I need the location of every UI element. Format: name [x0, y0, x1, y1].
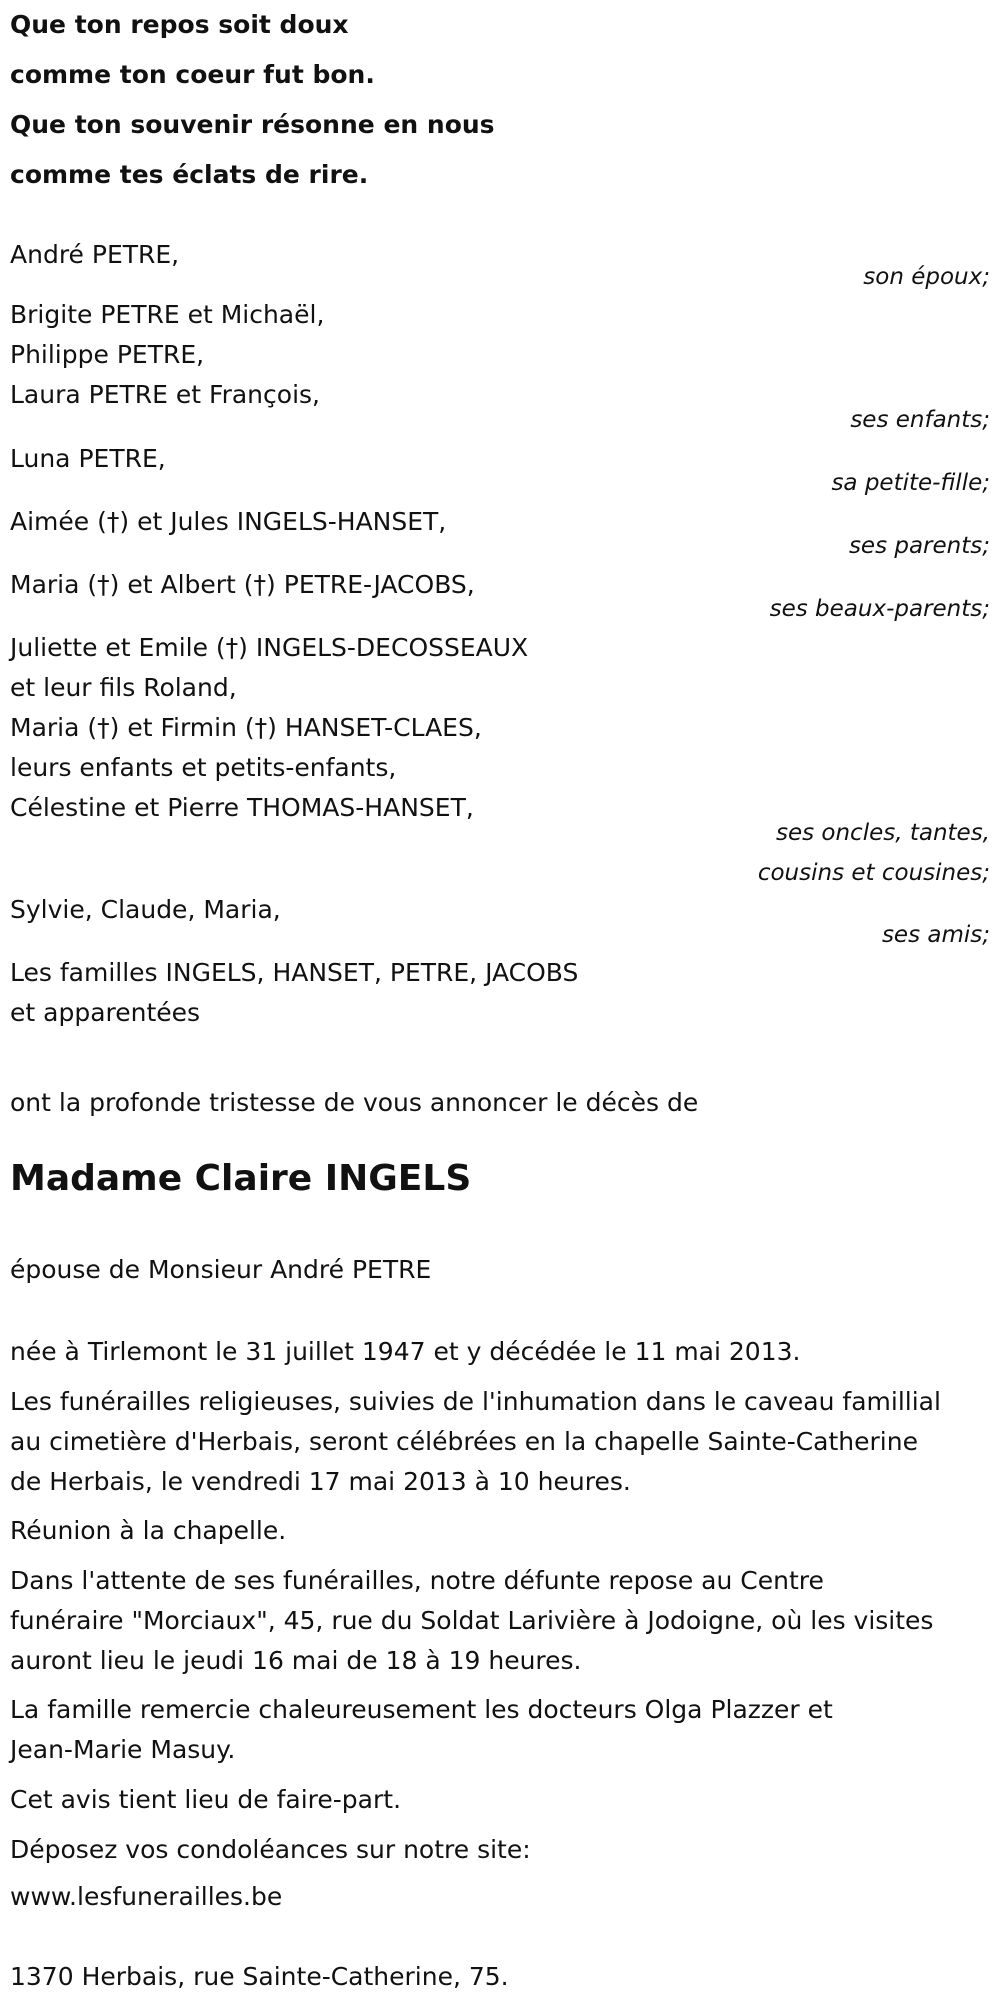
condolences-line: Déposez vos condoléances sur notre site: — [10, 1835, 531, 1864]
family-line: Juliette et Emile (†) INGELS-DECOSSEAUX — [10, 633, 529, 662]
family-line: et apparentées — [10, 998, 201, 1027]
paragraph-line: de Herbais, le vendredi 17 mai 2013 à 10 heures. — [10, 1467, 631, 1496]
family-list — [10, 235, 990, 1035]
family-line: Célestine et Pierre THOMAS-HANSET, — [10, 793, 474, 822]
relation-label: son époux; — [863, 264, 990, 290]
paragraph-line: La famille remercie chaleureusement les docteurs Olga Plazzer et — [10, 1695, 833, 1724]
relation-label: ses parents; — [848, 533, 990, 559]
reunion-line: Réunion à la chapelle. — [10, 1516, 287, 1545]
visits-paragraph — [10, 1561, 990, 1681]
relation-label: cousins et cousines; — [757, 860, 990, 886]
family-line: Sylvie, Claude, Maria, — [10, 895, 281, 924]
family-line: leurs enfants et petits-enfants, — [10, 753, 397, 782]
thanks-paragraph — [10, 1690, 990, 1770]
spouse-line: épouse de Monsieur André PETRE — [10, 1255, 432, 1284]
poem-line: comme tes éclats de rire. — [10, 160, 369, 189]
birth-death-line: née à Tirlemont le 31 juillet 1947 et y décédée le 11 mai 2013. — [10, 1337, 801, 1366]
poem — [10, 0, 990, 200]
poem-line: Que ton repos soit doux — [10, 10, 349, 39]
family-line: Maria (†) et Albert (†) PETRE-JACOBS, — [10, 570, 475, 599]
family-line: Aimée (†) et Jules INGELS-HANSET, — [10, 507, 447, 536]
family-line: Brigite PETRE et Michaël, — [10, 300, 325, 329]
paragraph-line: au cimetière d'Herbais, seront célébrées en la chapelle Sainte-Catherine — [10, 1427, 918, 1456]
relation-label: ses enfants; — [850, 407, 990, 433]
poem-line: comme ton coeur fut bon. — [10, 60, 375, 89]
family-line: Les familles INGELS, HANSET, PETRE, JACOBS — [10, 958, 579, 987]
paragraph-line: auront lieu le jeudi 16 mai de 18 à 19 heures. — [10, 1646, 582, 1675]
relation-label: sa petite-fille; — [831, 470, 990, 496]
family-line: Laura PETRE et François, — [10, 380, 320, 409]
family-line: Philippe PETRE, — [10, 340, 205, 369]
relation-label: ses oncles, tantes, — [775, 820, 990, 846]
relation-label: ses amis; — [881, 922, 990, 948]
paragraph-line: Jean-Marie Masuy. — [10, 1735, 236, 1764]
family-line: André PETRE, — [10, 240, 180, 269]
website-link[interactable]: www.lesfunerailles.be — [10, 1882, 283, 1911]
deceased-name: Madame Claire INGELS — [10, 1158, 472, 1199]
paragraph-line: Dans l'attente de ses funérailles, notre défunte repose au Centre — [10, 1566, 824, 1595]
paragraph-line: funéraire "Morciaux", 45, rue du Soldat Larivière à Jodoigne, où les visites — [10, 1606, 934, 1635]
family-line: et leur fils Roland, — [10, 673, 237, 702]
funeral-paragraph — [10, 1382, 990, 1502]
notice-line: Cet avis tient lieu de faire-part. — [10, 1785, 402, 1814]
family-line: Luna PETRE, — [10, 444, 166, 473]
address-line: 1370 Herbais, rue Sainte-Catherine, 75. — [10, 1962, 509, 1991]
paragraph-line: Les funérailles religieuses, suivies de l'inhumation dans le caveau famillial — [10, 1387, 941, 1416]
announcement-text: ont la profonde tristesse de vous annoncer le décès de — [10, 1088, 699, 1117]
poem-line: Que ton souvenir résonne en nous — [10, 110, 495, 139]
relation-label: ses beaux-parents; — [769, 596, 990, 622]
family-line: Maria (†) et Firmin (†) HANSET-CLAES, — [10, 713, 482, 742]
